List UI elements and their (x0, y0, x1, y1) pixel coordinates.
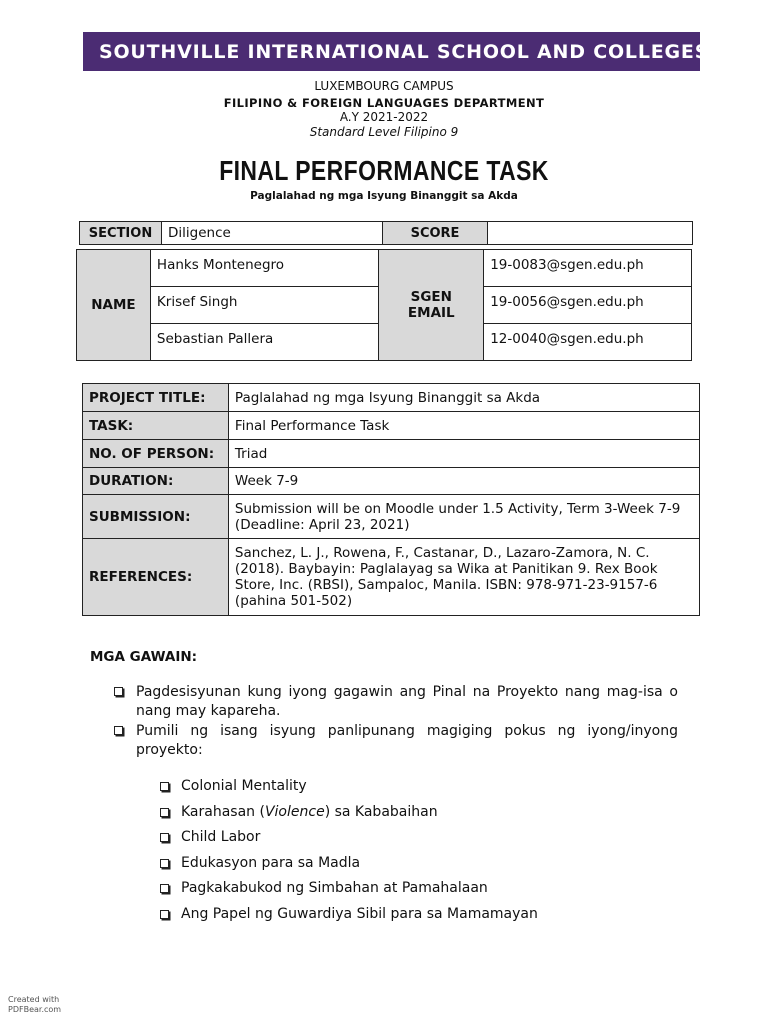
detail-row (83, 468, 700, 495)
school-name: SOUTHVILLE INTERNATIONAL SCHOOL AND COLLEGES (99, 40, 710, 63)
detail-value: Final Performance Task (228, 412, 699, 440)
section-label: SECTION (80, 222, 162, 245)
member-name: Krisef Singh (150, 287, 378, 324)
watermark-line: Created with (8, 995, 60, 1004)
department-name: FILIPINO & FOREIGN LANGUAGES DEPARTMENT (223, 96, 545, 110)
score-label: SCORE (382, 222, 488, 245)
section-score-table (79, 221, 693, 245)
checkbox-bullet-icon (160, 833, 169, 842)
detail-label: SUBMISSION: (83, 495, 229, 539)
member-name: Hanks Montenegro (150, 250, 378, 287)
instruction-text: Pumili ng isang isyung panlipunang magiging pokus ng iyong/inyong proyekto: (136, 723, 678, 758)
page-subtitle: Paglalahad ng mga Isyung Binanggit sa Akda (250, 190, 518, 202)
checkbox-bullet-icon (160, 782, 169, 791)
topic-text: Pagkakabukod ng Simbahan at Pamahalaan (181, 880, 488, 896)
email-label: SGEN EMAIL (379, 250, 484, 361)
list-item (160, 880, 660, 906)
academic-year: A.Y 2021-2022 (339, 110, 429, 124)
detail-value: Triad (228, 440, 699, 468)
section-row (80, 222, 693, 245)
topic-text: Child Labor (181, 829, 261, 845)
member-email: 12-0040@sgen.edu.ph (484, 324, 692, 361)
list-item (160, 855, 660, 881)
detail-row (83, 384, 700, 412)
name-label: NAME (77, 250, 151, 361)
member-email: 19-0056@sgen.edu.ph (484, 287, 692, 324)
tasks-heading: MGA GAWAIN: (90, 649, 198, 665)
list-item (114, 683, 678, 721)
topic-text: Edukasyon para sa Madla (181, 854, 361, 871)
detail-row (83, 440, 700, 468)
list-item (160, 829, 660, 855)
section-value: Diligence (161, 222, 382, 245)
instruction-text: Pagdesisyunan kung iyong gagawin ang Pinal na Proyekto nang mag-isa o nang may kapareha. (136, 684, 678, 719)
topics-list (160, 778, 660, 931)
member-email: 19-0083@sgen.edu.ph (484, 250, 692, 287)
project-details-table (82, 383, 700, 616)
member-name: Sebastian Pallera (150, 324, 378, 361)
checkbox-bullet-icon (160, 910, 169, 919)
detail-row (83, 495, 700, 539)
member-row (77, 250, 692, 287)
topic-text: Colonial Mentality (181, 778, 307, 794)
detail-value: Paglalahad ng mga Isyung Binanggit sa Akda (228, 384, 699, 412)
checkbox-bullet-icon (160, 884, 169, 893)
detail-value: Submission will be on Moodle under 1.5 Activity, Term 3-Week 7-9 (Deadline: April 23, 2021) (228, 495, 699, 539)
detail-label: REFERENCES: (83, 539, 229, 616)
list-item (160, 804, 660, 830)
detail-row (83, 539, 700, 616)
detail-value: Sanchez, L. J., Rowena, F., Castanar, D., Lazaro-Zamora, N. C. (2018). Baybayin: Paglalayag sa Wika at Panitikan 9. Rex Book Store, Inc. (RBSI), Sampaloc, Manila. ISBN: 978-971-23-9157-6 (pahina 501-502) (228, 539, 699, 616)
detail-label: NO. OF PERSON: (83, 440, 229, 468)
checkbox-bullet-icon (160, 859, 169, 868)
detail-row (83, 412, 700, 440)
detail-label: TASK: (83, 412, 229, 440)
detail-label: DURATION: (83, 468, 229, 495)
score-value (488, 222, 693, 245)
checkbox-bullet-icon (160, 808, 169, 817)
detail-value: Week 7-9 (228, 468, 699, 495)
campus-name: LUXEMBOURG CAMPUS (314, 79, 454, 93)
topic-text: Karahasan (Violence) sa Kababaihan (181, 803, 438, 820)
members-table (76, 249, 692, 361)
checkbox-bullet-icon (114, 726, 123, 735)
page-title: FINAL PERFORMANCE TASK (219, 155, 549, 186)
course-level: Standard Level Filipino 9 (309, 125, 459, 139)
checkbox-bullet-icon (114, 687, 123, 696)
list-item (114, 722, 678, 760)
instructions-list (114, 683, 678, 760)
list-item (160, 778, 660, 804)
watermark-credit (8, 995, 61, 1015)
school-banner (83, 32, 710, 71)
list-item (160, 906, 660, 932)
watermark-link[interactable]: PDFBear.com (8, 1005, 62, 1014)
topic-text: Ang Papel ng Guwardiya Sibil para sa Mamamayan (181, 905, 538, 922)
detail-label: PROJECT TITLE: (83, 384, 229, 412)
